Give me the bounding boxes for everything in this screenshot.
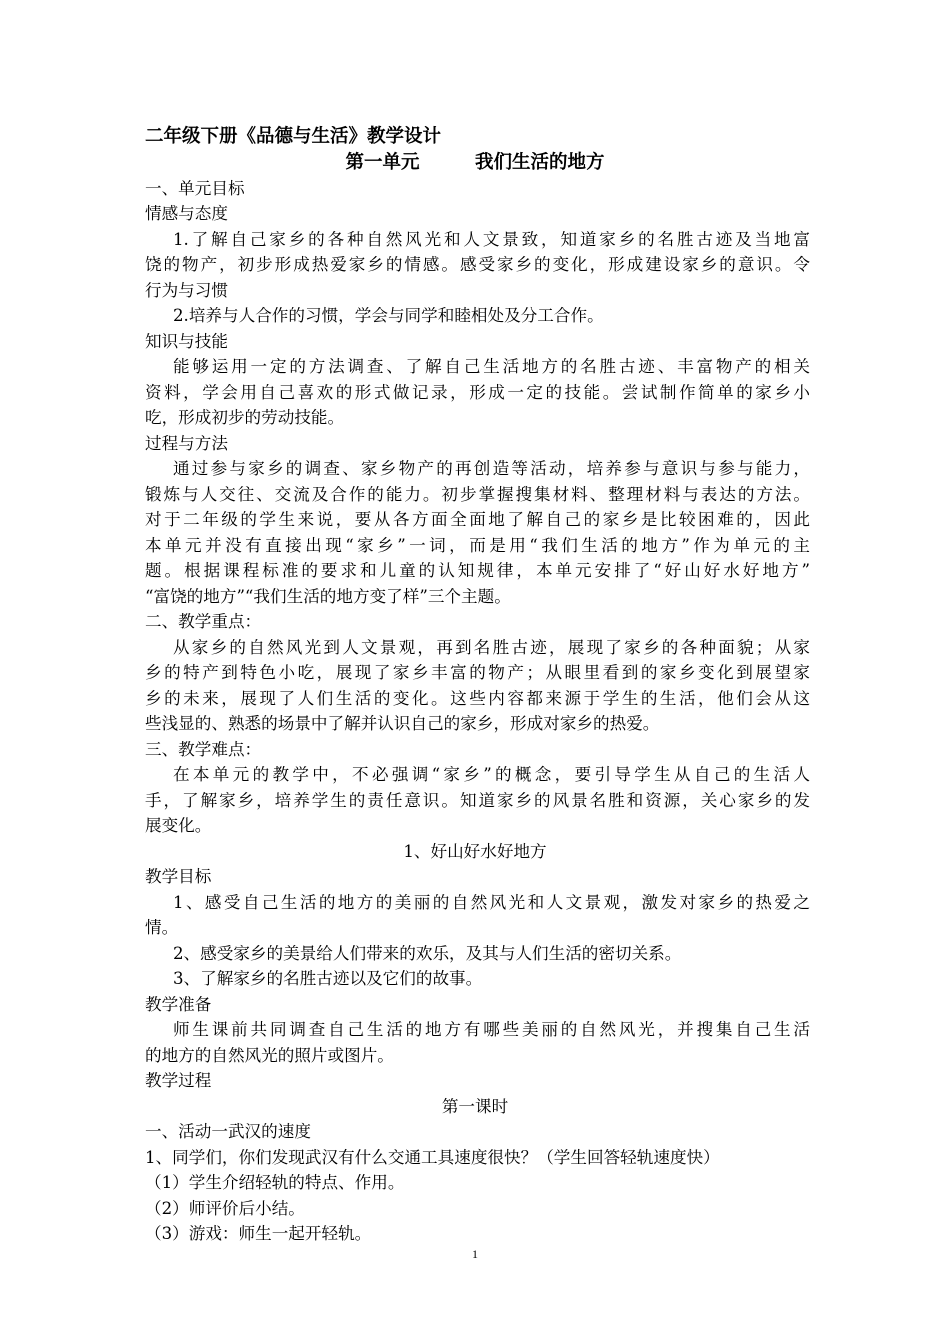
subheading: 教学过程 <box>145 1071 212 1090</box>
subheading: 教学目标 <box>145 867 212 886</box>
paragraph-line: 些浅显的、熟悉的场景中了解并认识自己的家乡，形成对家乡的热爱。 <box>145 714 660 733</box>
section-heading: 一、单元目标 <box>145 179 245 198</box>
paragraph-line: 1、同学们，你们发现武汉有什么交通工具速度很快？（学生回答轻轨速度快） <box>145 1148 720 1167</box>
subheading: 过程与方法 <box>145 434 228 453</box>
paragraph-line: 资料，学会用自己喜欢的形式做记录，形成一定的技能。尝试制作简单的家乡小 <box>145 383 810 402</box>
unit-heading: 第一单元 我们生活的地方 <box>345 152 605 173</box>
paragraph-line: 2、感受家乡的美景给人们带来的欢乐，及其与人们生活的密切关系。 <box>173 944 682 963</box>
paragraph-line: 情。 <box>145 918 179 937</box>
paragraph-line: 题。根据课程标准的要求和儿童的认知规律，本单元安排了“好山好水好地方” <box>145 561 810 580</box>
paragraph-line: “富饶的地方”“我们生活的地方变了样”三个主题。 <box>145 587 511 606</box>
section-heading: 一、活动一武汉的速度 <box>145 1122 311 1141</box>
lesson-period: 第一课时 <box>441 1097 509 1116</box>
lesson-title: 1、好山好水好地方 <box>403 842 547 861</box>
subheading: 行为与习惯 <box>145 281 228 300</box>
paragraph-line: 师生课前共同调查自己生活的地方有哪些美丽的自然风光，并搜集自己生活 <box>173 1020 810 1039</box>
paragraph-line: 通过参与家乡的调查、家乡物产的再创造等活动，培养参与意识与参与能力， <box>173 459 810 478</box>
list-item: （1）学生介绍轻轨的特点、作用。 <box>145 1173 405 1192</box>
paragraph-line: 展变化。 <box>145 816 212 835</box>
paragraph-line: 3、了解家乡的名胜古迹以及它们的故事。 <box>173 969 483 988</box>
paragraph-line: 本单元并没有直接出现“家乡”一词，而是用“我们生活的地方”作为单元的主 <box>145 536 810 555</box>
paragraph-line: 能够运用一定的方法调查、了解自己生活地方的名胜古迹、丰富物产的相关 <box>173 357 810 376</box>
paragraph-line: 吃，形成初步的劳动技能。 <box>145 408 345 427</box>
section-heading: 二、教学重点： <box>145 612 262 631</box>
paragraph-line: 手，了解家乡，培养学生的责任意识。知道家乡的风景名胜和资源，关心家乡的发 <box>145 791 810 810</box>
paragraph-line: 对于二年级的学生来说，要从各方面全面地了解自己的家乡是比较困难的，因此 <box>145 510 810 529</box>
paragraph-line: 饶的物产，初步形成热爱家乡的情感。感受家乡的变化，形成建设家乡的意识。令 <box>145 255 810 274</box>
paragraph-line: 锻炼与人交往、交流及合作的能力。初步掌握搜集材料、整理材料与表达的方法。 <box>145 485 810 504</box>
document-title: 二年级下册《品德与生活》教学设计 <box>145 126 442 147</box>
list-item: （2）师评价后小结。 <box>145 1199 305 1218</box>
subheading: 情感与态度 <box>145 204 228 223</box>
paragraph-line: 的地方的自然风光的照片或图片。 <box>145 1046 394 1065</box>
list-item: （3）游戏：师生一起开轻轨。 <box>145 1224 372 1243</box>
subheading: 知识与技能 <box>145 332 228 351</box>
paragraph-line: 在本单元的教学中，不必强调“家乡”的概念，要引导学生从自己的生活人 <box>173 765 810 784</box>
page-number: 1 <box>472 1247 478 1261</box>
paragraph-line: 1.了解自己家乡的各种自然风光和人文景致，知道家乡的名胜古迹及当地富 <box>173 230 810 249</box>
subheading: 教学准备 <box>145 995 212 1014</box>
paragraph-line: 从家乡的自然风光到人文景观，再到名胜古迹，展现了家乡的各种面貌；从家 <box>173 638 810 657</box>
paragraph-line: 2.培养与人合作的习惯，学会与同学和睦相处及分工合作。 <box>173 306 604 325</box>
paragraph-line: 1、感受自己生活的地方的美丽的自然风光和人文景观，激发对家乡的热爱之 <box>173 893 810 912</box>
paragraph-line: 乡的未来，展现了人们生活的变化。这些内容都来源于学生的生活，他们会从这 <box>145 689 810 708</box>
paragraph-line: 乡的特产到特色小吃，展现了家乡丰富的物产；从眼里看到的家乡变化到展望家 <box>145 663 810 682</box>
section-heading: 三、教学难点： <box>145 740 262 759</box>
